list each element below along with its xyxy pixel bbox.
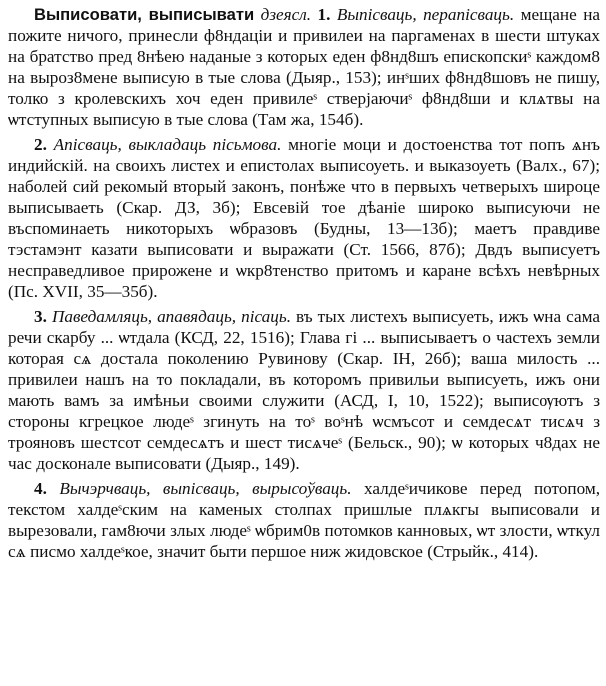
dictionary-entry-sense-4 <box>8 478 600 562</box>
sense-number: 4. <box>34 479 47 498</box>
sense-text: многіе моци и достоенства тот попъ ѧнъ индийскій. на своихъ листех и епистолах выписоуеть. и выказоуеть (Валх., 67); наболей сий рекомый вторый законъ, понѣже что в первыхъ четверыхъ широце выписываеть (Скар. ДЗ, 3б); Евсевій тое дѣаніе широко выписуючи не въспоминаеть никоторыхъ ѡбразовъ (Будны, 13—13б); маетъ правдиве тэстамэнт казати выписовати и выражати (Ст. 1566, 87б); Двдъ выписуетъ несправедливое прирожене и ѡкр8тенство притомъ и каране всѣхъ невѣрных (Пс. XVII, 35—35б). <box>8 135 601 301</box>
entry-headword: Выписовати, выписывати <box>34 5 255 24</box>
sense-text: мещане на пожите ничого, принесли ф8ндаціи и привилеи на паргаменах в шести штуках на братство пред 8нѣею наданые з которых еден ф8нд8шъ епископскиˢ каждом8 на выроз8мене выписую в тые слова (Дыяр., 153); инˢших ф8нд8шовъ не пишу, толко з кролевскихъ хоч еден привилеˢ стверjaючиˢ ф8нд8ши и клѧтвы на ѡтступных выписую в тые слова (Там жа, 154б). <box>8 5 601 129</box>
sense-gloss: Выпісваць, перапісваць. <box>336 5 515 24</box>
sense-number: 3. <box>34 307 47 326</box>
sense-number: 2. <box>34 135 47 154</box>
dictionary-page <box>8 4 600 566</box>
sense-gloss: Вычэрчваць, выпісваць, вырысоўваць. <box>59 479 352 498</box>
entry-grammar-label: дзеясл. <box>260 5 312 24</box>
dictionary-entry-sense-3 <box>8 306 600 474</box>
dictionary-entry-sense-1 <box>8 4 600 130</box>
sense-number: 1. <box>317 5 331 24</box>
sense-text: въ тых листехъ выписуеть, ижъ ѡна сама речи скарбу ... ѡтдала (КСД, 22, 1516); Глава гі ... выписываетъ о частехъ земли которая сѧ достала поколению Рувинову (Скар. ІН, 26б); ваша милость ... привилеи нашъ на то покладали, въ которомъ привильи выписуеть, ижъ они мають вамъ за имѣньи своими служити (АСД, І, 10, 1522); выписѹютъ з стороны кгрецкое людеˢ згинуть на тоˢ воˢнѣ ѡсмъсот и семдесѧт тисѧч з трояновъ шестсот семдесѧтъ и шест тисѧчеˢ (Бельск., 90); ѡ которых ч8дах не час досконале выписовати (Дыяр., 149). <box>8 307 601 473</box>
dictionary-entry-sense-2 <box>8 134 600 302</box>
sense-gloss: Паведамляць, апавядаць, пісаць. <box>51 307 291 326</box>
sense-text: халдеˢичикове перед потопом, текстом халдеˢским на каменых столпах пришлые плѧкгы выписовали и вырезовали, гам8ючи злых людеˢ ѡбрим0в потомков канновых, ѡт злости, ѡткул сѧ писмо халдеˢкое, значит быти першое ниж жидовское (Стрыйк., 414). <box>8 479 601 561</box>
sense-gloss: Апісваць, выкладаць пісьмова. <box>53 135 282 154</box>
